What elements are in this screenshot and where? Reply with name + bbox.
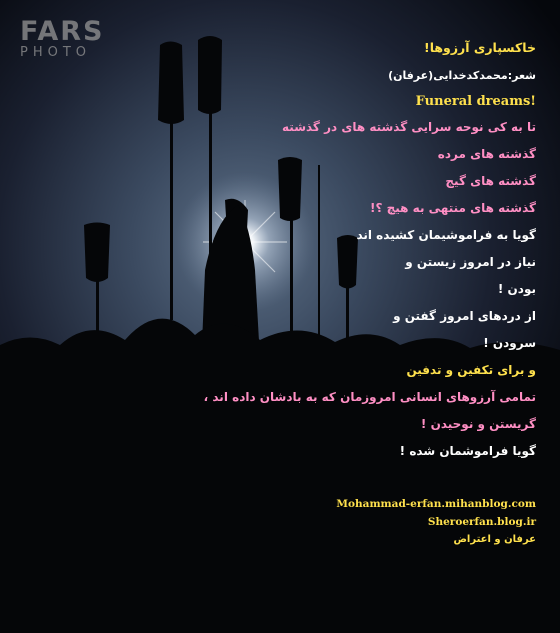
poem-line: تمامی آرزوهای انسانی امروزمان که به بادشان داده اند ، [203,390,536,404]
poem-author: شعر:محمدکدخدایی(عرفان) [388,69,536,82]
poem-block [16,40,536,471]
blog-link-1[interactable]: Mohammad-erfan.mihanblog.com [336,498,536,510]
poem-line: سرودن ! [483,336,536,350]
watermark-brand: FARS [20,16,105,47]
poem-line: گذشته های منتهی به هیچ ؟! [370,201,536,215]
poem-line: نیاز در امروز زیستن و [405,255,536,269]
poem-line: بودن ! [497,282,536,296]
poem-line: گویا به فراموشیمان کشیده اند [356,228,536,242]
poem-line: گریستن و نوحیدن ! [420,417,536,431]
watermark-sub: PHOTO [20,45,92,60]
poem-lines [16,120,536,471]
poem-line: تا به کی نوحه سرایی گذشته های در گذشته [282,120,536,134]
poem-line: گویا فراموشمان شده ! [399,444,536,458]
signature: عرفان و اعتراض [453,534,536,545]
links-block [136,498,536,552]
poem-english-title: Funeral dreams! [415,94,536,109]
poem-title: خاکسپاری آرزوها! [424,40,536,55]
poem-line: گذشته های مرده [437,147,536,161]
poem-line: گذشته های گیج [445,174,536,188]
poem-line: از دردهای امروز گفتن و [393,309,536,323]
blog-link-2[interactable]: Sheroerfan.blog.ir [427,516,536,528]
poem-line: و برای تکفین و تدفین [406,363,536,377]
